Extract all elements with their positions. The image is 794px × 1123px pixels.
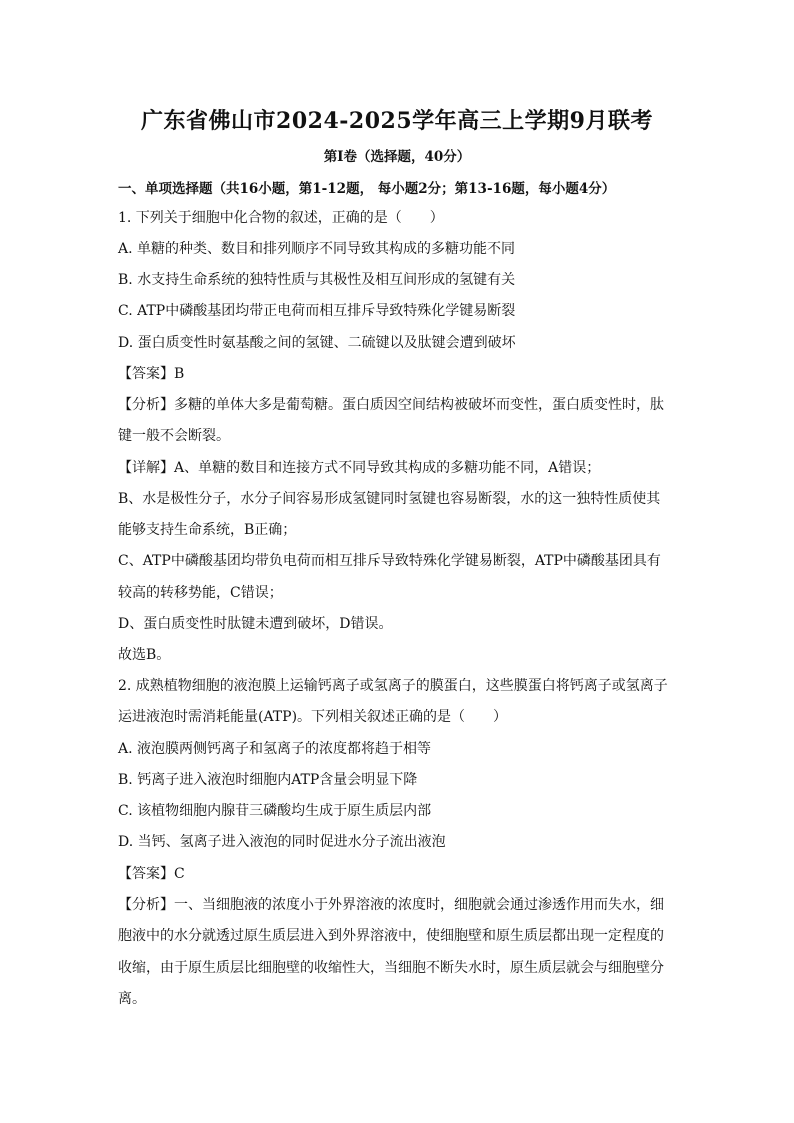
question-1-detail-b-cont: 能够支持生命系统，B正确；: [118, 522, 297, 538]
question-2-analysis-cont-2: 收缩，由于原生质层比细胞壁的收缩性大，当细胞不断失水时，原生质层就会与细胞壁分: [118, 960, 664, 976]
question-1-answer: 【答案】B: [118, 366, 185, 382]
question-1-option-d: D. 蛋白质变性时氨基酸之间的氢键、二硫键以及肽键会遭到破坏: [118, 335, 516, 351]
question-2-stem-cont: 运进液泡时需消耗能量(ATP)。下列相关叙述正确的是（ ）: [118, 709, 508, 725]
question-1-detail-b: B、水是极性分子，水分子间容易形成氢键同时氢键也容易断裂，水的这一独特性质使其: [118, 491, 661, 507]
question-1-detail-c: C、ATP中磷酸基团均带负电荷而相互排斥导致特殊化学键易断裂，ATP中磷酸基团具有: [118, 553, 661, 569]
question-1-analysis-cont: 键一般不会断裂。: [118, 428, 230, 444]
question-2-analysis: 【分析】一、当细胞液的浓度小于外界溶液的浓度时，细胞就会通过渗透作用而失水，细: [118, 897, 664, 913]
question-2-answer: 【答案】C: [118, 866, 185, 882]
question-1-stem: 1. 下列关于细胞中化合物的叙述，正确的是（ ）: [118, 210, 444, 226]
question-1-option-a: A. 单糖的种类、数目和排列顺序不同导致其构成的多糖功能不同: [118, 241, 516, 257]
question-1-detail-c-cont: 较高的转移势能，C错误；: [118, 585, 283, 601]
question-1-option-c: C. ATP中磷酸基团均带正电荷而相互排斥导致特殊化学键易断裂: [118, 303, 516, 319]
question-2-stem: 2. 成熟植物细胞的液泡膜上运输钙离子或氢离子的膜蛋白，这些膜蛋白将钙离子或氢离子: [118, 678, 668, 694]
question-1-detail: 【详解】A、单糖的数目和连接方式不同导致其构成的多糖功能不同，A错误；: [118, 460, 601, 476]
part-heading: 第Ⅰ卷（选择题，40分）: [323, 149, 471, 165]
question-2-option-a: A. 液泡膜两侧钙离子和氢离子的浓度都将趋于相等: [118, 741, 432, 757]
question-2-option-d: D. 当钙、氢离子进入液泡的同时促进水分子流出液泡: [118, 834, 446, 850]
question-1-detail-d: D、蛋白质变性时肽键未遭到破坏，D错误。: [118, 616, 393, 632]
question-1-option-b: B. 水支持生命系统的独特性质与其极性及相互间形成的氢键有关: [118, 272, 516, 288]
section-heading: 一、单项选择题（共16小题，第1-12题， 每小题2分；第13-16题，每小题4分）: [118, 181, 616, 197]
question-2-option-c: C. 该植物细胞内腺苷三磷酸均生成于原生质层内部: [118, 803, 432, 819]
question-2-option-b: B. 钙离子进入液泡时细胞内ATP含量会明显下降: [118, 772, 418, 788]
question-1-conclusion: 故选B。: [118, 647, 171, 663]
question-2-analysis-cont-3: 离。: [118, 991, 146, 1007]
question-1-analysis: 【分析】多糖的单体大多是葡萄糖。蛋白质因空间结构被破坏而变性，蛋白质变性时，肽: [118, 397, 664, 413]
question-2-analysis-cont-1: 胞液中的水分就透过原生质层进入到外界溶液中，使细胞壁和原生质层都出现一定程度的: [118, 928, 664, 944]
document-title: 广东省佛山市2024-2025学年高三上学期9月联考: [141, 108, 653, 134]
